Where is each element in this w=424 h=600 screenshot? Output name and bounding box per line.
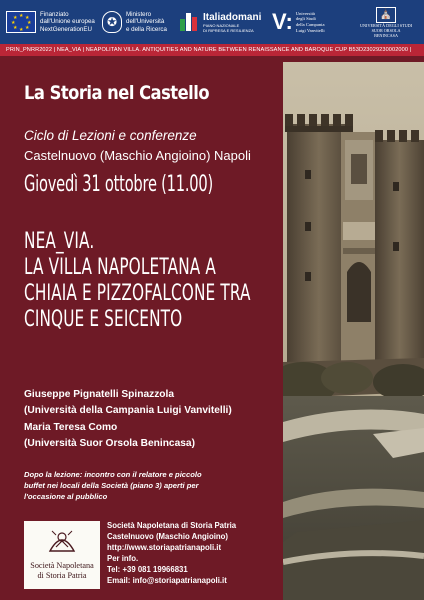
project-cup-bar (0, 44, 424, 56)
mur-logo-label: Ministero dell'Università e della Ricerca (126, 10, 167, 33)
italiadomani-name: Italiadomani (203, 11, 262, 23)
event-date: Giovedì 31 ottobre (11.00) (24, 172, 213, 197)
series-title: La Storia nel Castello (24, 82, 210, 104)
speaker-affiliation: (Università della Campania Luigi Vanvitelli) (24, 405, 232, 416)
logo-strip (0, 0, 424, 44)
society-contact (107, 521, 236, 586)
italiadomani-logo (180, 0, 261, 44)
eu-flag-icon: ★ ★ ★ ★ ★ ★ ★ ★ (6, 11, 36, 33)
society-emblem-icon (46, 525, 78, 555)
note-line: buffet nei locali della Società (piano 3) aperti per (24, 481, 199, 490)
note-line: l'occasione al pubblico (24, 492, 108, 501)
suor-orsola-crest-icon: ⛪ (376, 7, 396, 23)
contact-email-link[interactable]: Email: info@storiapatrianapoli.it (107, 575, 227, 585)
castel-nuovo-illustration (283, 62, 424, 600)
society-logo (24, 521, 100, 589)
mur-logo (102, 0, 167, 44)
vanvitelli-label: Università degli Studi della Campania Luigi Vanvitelli (295, 10, 325, 33)
lecture-title-line: NEA_VIA. (24, 228, 95, 254)
speaker-name: Maria Teresa Como (24, 422, 118, 433)
lecture-title-line: CHIAIA E PIZZOFALCONE TRA (24, 280, 251, 306)
contact-phone[interactable]: Tel: +39 081 19966831 (107, 564, 188, 574)
cycle-subtitle: Ciclo di Lezioni e conferenze (24, 128, 197, 143)
lecture-title-line: LA VILLA NAPOLETANA A (24, 254, 217, 280)
eu-logo-label: Finanziato dall'Unione europea NextGenerationEU (40, 10, 95, 33)
venue: Castelnuovo (Maschio Angioino) Napoli (24, 148, 251, 163)
lecture-title (24, 228, 255, 332)
contact-society-name: Società Napoletana di Storia Patria (107, 521, 237, 530)
suor-orsola-logo (360, 0, 412, 44)
republic-emblem-icon: ✪ (102, 11, 122, 33)
italiadomani-mark-icon (180, 11, 200, 33)
project-cup-text: PRIN_PNRR2022 | NEA_VIA | NEAPOLITAN VILLA. ANTIQUITIES AND NATURE BETWEEN RENAISSANCE AND BAROQUE CUP B53D23029230002000 | (6, 47, 412, 53)
lecture-title-line: CINQUE E SEICENTO (24, 306, 183, 332)
speaker-affiliation: (Università Suor Orsola Benincasa) (24, 438, 195, 449)
vanvitelli-logo (272, 0, 325, 44)
speaker-name: Giuseppe Pignatelli Spinazzola (24, 389, 175, 400)
contact-website-link[interactable]: http://www.storiapatrianapoli.it (107, 542, 222, 552)
note-line: Dopo la lezione: incontro con il relatore e piccolo (24, 470, 202, 479)
italiadomani-subtitle: PIANO NAZIONALE DI RIPRESA E RESILIENZA (203, 22, 254, 33)
vanvitelli-v-icon: V: (272, 9, 293, 34)
society-logo-name: Società Napoletana di Storia Patria (30, 561, 94, 580)
castle-photo (283, 62, 424, 600)
post-lecture-note (24, 469, 202, 502)
eu-logo (6, 0, 95, 44)
suor-orsola-label: UNIVERSITÀ DEGLI STUDI SUOR ORSOLA BENINCASA (360, 22, 413, 38)
contact-address: Castelnuovo (Maschio Angioino) (107, 531, 228, 541)
contact-info-label: Per info. (107, 553, 139, 563)
